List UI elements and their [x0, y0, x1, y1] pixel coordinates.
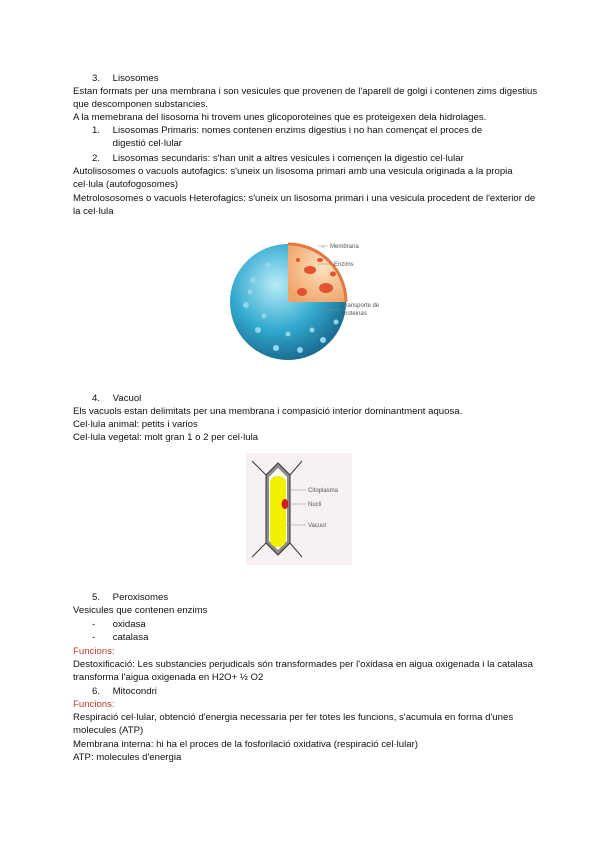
bullet-text: oxidasa	[112, 619, 146, 630]
paragraph: Destoxificació: Les substancies perjudicals són transformades per l'oxidasa en aigua oxigenada i la catalasa transforma l'aigua oxigenada en H2O+ ½ O2	[73, 659, 533, 683]
paragraph: Cel·lula vegetal: molt gran 1 o 2 per cel·lula	[73, 432, 259, 443]
paragraph: Els vacuols estan delimitats per una membrana i compasició interior dominantment aquosa.	[73, 406, 463, 417]
funcions-label: Funcions:	[73, 646, 115, 657]
section-number: 4.	[92, 393, 101, 404]
label-enzims: Enzims	[334, 262, 354, 268]
section-6-heading	[92, 685, 538, 698]
paragraph: Respiració cel·lular, obtenció d'energia necessaria per fer totes les funcions, s'acumula en forma d'unes molecules (ATP)	[73, 712, 514, 736]
label-vacuol: Vacuol	[308, 523, 326, 529]
bullet-text: catalasa	[112, 632, 149, 643]
list-number: 2.	[92, 153, 101, 164]
paragraph: Membrana interna: hi ha el proces de la fosforilació oxidativa (respiració cel·lular)	[73, 739, 419, 750]
paragraph: ATP: molecules d'energia	[73, 752, 182, 763]
label-nucli: Nucli	[308, 502, 322, 508]
bullet-item	[92, 631, 538, 644]
section-number: 6.	[92, 686, 101, 697]
list-text: Lisosomas Primaris: nomes contenen enzims digestius i no han començat el proces de digestió cel·lular	[112, 125, 483, 149]
label-transport: Transporte de proteinas	[342, 303, 380, 317]
section-title: Peroxisomes	[112, 592, 169, 603]
section-title: Vacuol	[112, 393, 142, 404]
list-item	[92, 152, 538, 165]
vacuole	[270, 476, 286, 547]
paragraph: Vesicules que contenen enzims	[73, 605, 208, 616]
lysosome-labels	[318, 238, 398, 333]
bullet-item	[92, 618, 538, 631]
funcions-label: Funcions:	[73, 699, 115, 710]
section-3-heading	[92, 72, 538, 85]
bullet-dash: -	[92, 619, 96, 630]
plant-cell-diagram	[246, 453, 352, 565]
paragraph: A la memebrana del lisosoma hi trovem unes glicoporoteines que es proteigexen dela hidrolages.	[73, 112, 487, 123]
section-4-heading	[92, 392, 538, 405]
list-item	[92, 124, 538, 150]
label-membrana: Membrana	[330, 244, 359, 250]
paragraph: Cel·lula animal: petits i varios	[73, 419, 198, 430]
nucleus	[282, 499, 289, 509]
section-5-heading	[92, 591, 538, 604]
list-text: Lisosomas secundaris: s'han unit a altres vesicules i començen la digestio cel·lular	[112, 153, 464, 164]
list-number: 1.	[92, 125, 101, 136]
bullet-dash: -	[92, 632, 96, 643]
paragraph: Autolisosomes o vacuols autofagics: s'uneix un lisosoma primari amb una vesicula originada a la propia cel·lula (autofogosomes)	[73, 166, 513, 190]
paragraph: Metrolososomes o vacuols Heterofagics: s'uneix un lisosoma primari i una vesicula procedent de l'exterior de la cel·lula	[73, 193, 536, 217]
label-citoplasma: Citoplasma	[308, 488, 339, 494]
section-number: 3.	[92, 73, 101, 84]
section-title: Mitocondri	[112, 686, 157, 697]
section-number: 5.	[92, 592, 101, 603]
paragraph: Estan formats per una membrana i son vesicules que provenen de l'aparell de golgi i contenen zims digestius que descomponen substancies.	[73, 86, 538, 110]
section-title: Lisosomes	[112, 73, 159, 84]
